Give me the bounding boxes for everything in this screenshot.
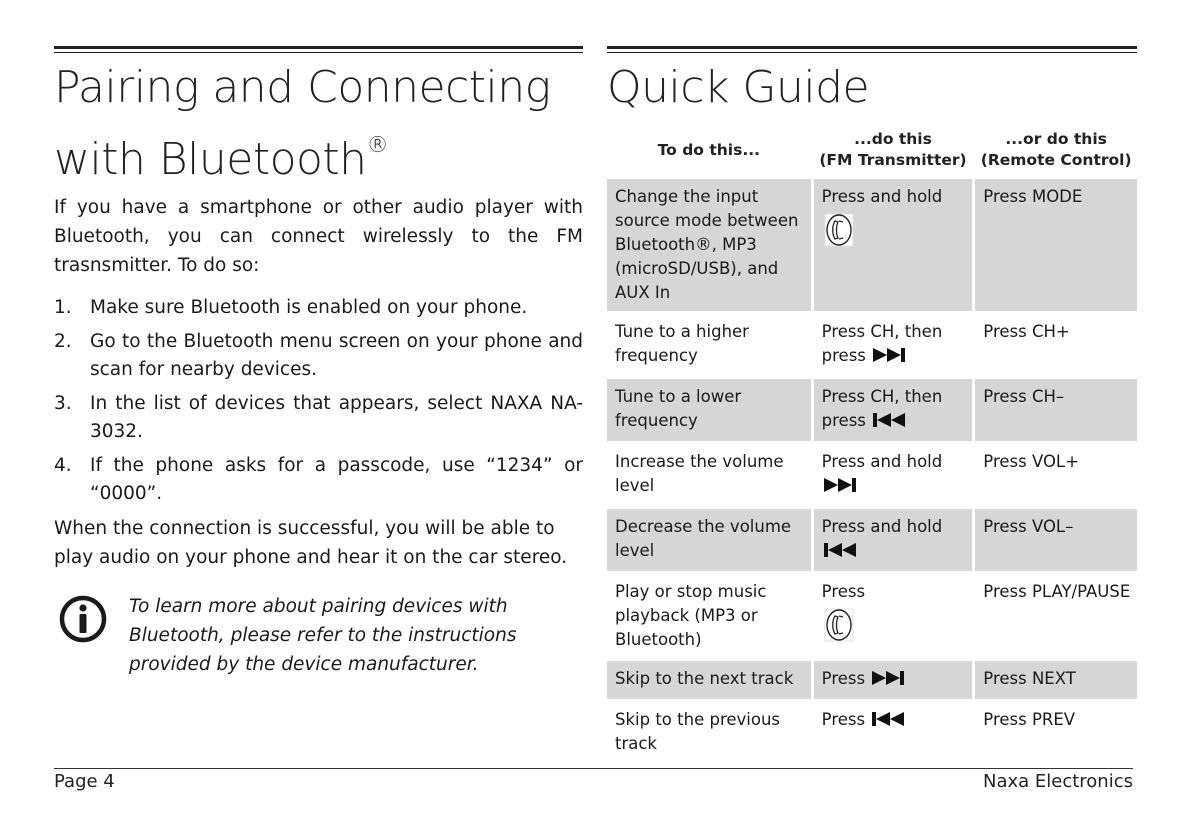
step-number: 4. [54, 455, 72, 476]
transmitter-action-text: Press [821, 710, 866, 729]
table-row [607, 179, 1137, 311]
previous-track-icon [872, 710, 906, 734]
transmitter-action-text: Press [821, 669, 866, 688]
cell-transmitter [814, 661, 973, 699]
cell-task: Play or stop music playback (MP3 or Bluetooth) [615, 582, 767, 649]
table-row [607, 702, 1137, 762]
cell-task: Increase the volume level [615, 452, 784, 495]
table-row [607, 574, 1137, 658]
table-body [607, 179, 1137, 762]
cell-transmitter [814, 379, 973, 441]
cell-task: Tune to a lower frequency [607, 379, 811, 441]
pairing-title [54, 59, 583, 189]
section-rule [607, 46, 1137, 53]
step-number: 1. [54, 297, 72, 318]
transmitter-action-text: Press and hold [821, 517, 943, 536]
cell-transmitter [814, 179, 973, 311]
section-rule [54, 46, 583, 53]
header-transmitter: ...do this (FM Transmitter) [819, 130, 967, 169]
step-text: Make sure Bluetooth is enabled on your phone. [90, 297, 528, 318]
transmitter-action-text: Press [821, 582, 866, 601]
cell-transmitter [814, 444, 973, 506]
cell-remote: Press VOL– [975, 509, 1137, 571]
cell-task: Skip to the previous track [615, 710, 781, 753]
cell-remote: Press MODE [975, 179, 1137, 311]
info-note [54, 592, 583, 679]
page-footer [54, 768, 1133, 792]
info-icon [58, 594, 108, 644]
step-item [54, 328, 583, 384]
quick-guide-section [607, 46, 1137, 765]
transmitter-action-text: Press CH, then press [821, 387, 943, 430]
registered-mark: ® [366, 133, 389, 158]
phone-icon [824, 213, 967, 254]
table-header-row [607, 128, 1137, 176]
cell-task: Skip to the next track [607, 661, 811, 699]
info-note-text: To learn more about pairing devices with Bluetooth, please refer to the instructions provided by the device manufacturer. [129, 596, 517, 675]
transmitter-action-text: Press CH, then press [821, 322, 943, 365]
next-track-icon [872, 669, 906, 693]
cell-task: Decrease the volume level [607, 509, 811, 571]
header-task: To do this... [657, 140, 760, 159]
brand-name: Naxa Electronics [982, 771, 1133, 792]
quick-guide-title: Quick Guide [607, 62, 870, 113]
pairing-title-line1: Pairing and Connecting [54, 62, 551, 113]
cell-remote: Press CH+ [983, 322, 1070, 341]
intro-paragraph: If you have a smartphone or other audio player with Bluetooth, you can connect wirelessly to the FM trasnsmitter. To do so: [54, 197, 583, 276]
pairing-title-line2: with Bluetooth [54, 134, 367, 185]
table-row [607, 379, 1137, 441]
step-item [54, 294, 583, 322]
cell-transmitter [814, 509, 973, 571]
cell-transmitter [814, 314, 973, 376]
step-text: If the phone asks for a passcode, use “1234” or “0000”. [90, 455, 583, 504]
transmitter-action-text: Press and hold [821, 187, 943, 206]
step-number: 2. [54, 331, 72, 352]
header-remote: ...or do this (Remote Control) [980, 130, 1132, 169]
next-track-icon [873, 346, 907, 370]
step-text: In the list of devices that appears, select NAXA NA-3032. [90, 393, 583, 442]
cell-remote: Press CH– [975, 379, 1137, 441]
next-track-icon [824, 476, 858, 500]
step-item [54, 452, 583, 508]
transmitter-action-text: Press and hold [821, 452, 943, 471]
cell-remote: Press PLAY/PAUSE [983, 582, 1131, 601]
quick-guide-table [604, 125, 1140, 765]
table-row [607, 661, 1137, 699]
table-row [607, 444, 1137, 506]
cell-transmitter [814, 702, 973, 762]
previous-track-icon [873, 411, 907, 435]
pairing-steps [54, 294, 583, 508]
outro-paragraph: When the connection is successful, you will be able to play audio on your phone and hear it on the car stereo. [54, 518, 568, 568]
table-row [607, 314, 1137, 376]
previous-track-icon [824, 541, 858, 565]
page-number: Page 4 [54, 771, 115, 792]
cell-task: Change the input source mode between Bluetooth®, MP3 (microSD/USB), and AUX In [607, 179, 811, 311]
phone-icon [824, 608, 967, 649]
step-text: Go to the Bluetooth menu screen on your phone and scan for nearby devices. [90, 331, 583, 380]
cell-remote: Press VOL+ [983, 452, 1079, 471]
cell-task: Tune to a higher frequency [615, 322, 749, 365]
pairing-section [54, 46, 583, 679]
table-row [607, 509, 1137, 571]
cell-remote: Press NEXT [975, 661, 1137, 699]
step-number: 3. [54, 393, 72, 414]
cell-remote: Press PREV [983, 710, 1076, 729]
cell-transmitter [814, 574, 973, 658]
step-item [54, 390, 583, 446]
